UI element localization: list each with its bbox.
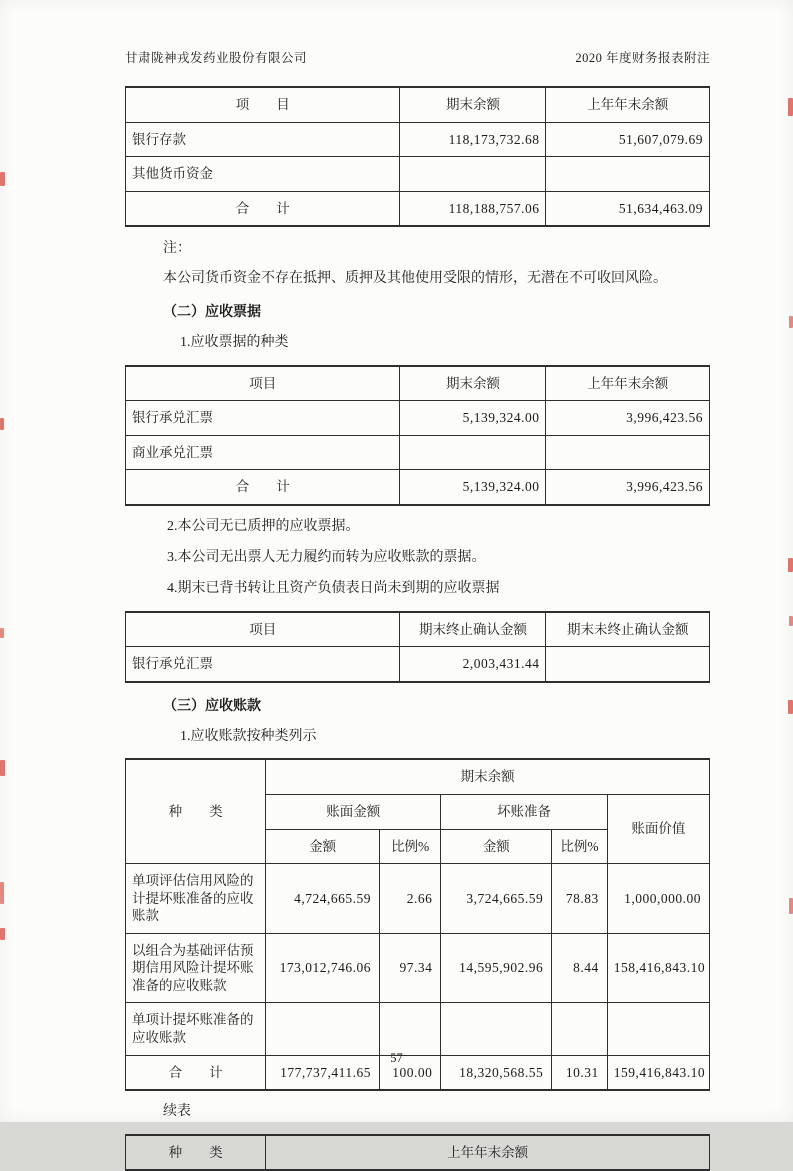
table-header-cell: 期末余额	[400, 87, 546, 122]
table-cell: 8.44	[552, 933, 607, 1003]
table-cell: 银行存款	[126, 122, 400, 157]
table-header-row	[126, 366, 710, 401]
table-cell: 3,996,423.56	[546, 470, 710, 505]
list-item: 1.应收票据的种类	[180, 334, 289, 350]
table-header-cell: 期末未终止确认金额	[546, 612, 710, 647]
table-header-cell: 期末余额	[266, 759, 710, 794]
list-item: 1.应收账款按种类列示	[180, 728, 317, 744]
table-header-row	[126, 87, 710, 122]
section-title-notes-receivable: （二）应收票据	[163, 304, 261, 320]
table-cell: 118,188,757.06	[400, 191, 546, 226]
table-cell: 4,724,665.59	[266, 864, 380, 934]
table-cell: 51,634,463.09	[546, 191, 710, 226]
table-cell	[546, 157, 710, 192]
scan-artifact	[0, 928, 5, 940]
table-cell: 177,737,411.65	[266, 1055, 380, 1090]
table-header-cell: 金额	[266, 829, 380, 864]
table-header-cell: 账面金额	[266, 795, 441, 830]
scan-artifact	[0, 172, 5, 186]
table-cell	[266, 1003, 380, 1055]
table-header-cell: 项目	[126, 612, 400, 647]
scan-artifact	[0, 418, 4, 430]
table-header-cell: 种 类	[126, 759, 266, 863]
table-cell: 单项评估信用风险的计提坏账准备的应收账款	[126, 864, 266, 934]
table-cell: 97.34	[380, 933, 441, 1003]
table-row	[126, 435, 710, 470]
table-cell: 173,012,746.06	[266, 933, 380, 1003]
company-name: 甘肃陇神戎发药业股份有限公司	[125, 51, 308, 65]
scan-artifact	[788, 558, 793, 572]
table-cell: 2.66	[380, 864, 441, 934]
table-cell: 2,003,431.44	[400, 647, 546, 682]
scan-artifact	[789, 616, 793, 626]
table-cell	[546, 435, 710, 470]
scan-artifact	[0, 628, 4, 638]
table-cell: 合 计	[126, 470, 400, 505]
table-header-cell: 比例%	[552, 829, 607, 864]
table-cell: 银行承兑汇票	[126, 401, 400, 436]
table-cell: 5,139,324.00	[400, 470, 546, 505]
table-cell: 银行承兑汇票	[126, 647, 400, 682]
table-cell	[400, 157, 546, 192]
table-header-row	[126, 1135, 710, 1171]
scan-artifact	[788, 98, 793, 116]
table-cell: 1,000,000.00	[607, 864, 709, 934]
table-header-cell: 比例%	[380, 829, 441, 864]
scan-artifact	[788, 700, 793, 714]
document-header	[125, 48, 710, 66]
table-cell: 3,724,665.59	[441, 864, 552, 934]
table-cell: 18,320,568.55	[441, 1055, 552, 1090]
table-cell: 51,607,079.69	[546, 122, 710, 157]
table-row	[126, 647, 710, 682]
table-row	[126, 401, 710, 436]
table-header-cell: 期末终止确认金额	[400, 612, 546, 647]
table-row	[126, 157, 710, 192]
ar-by-category-table	[125, 758, 710, 1091]
table-cell: 14,595,902.96	[441, 933, 552, 1003]
table-cell: 78.83	[552, 864, 607, 934]
table-header-cell: 上年年末余额	[546, 87, 710, 122]
report-title: 2020 年度财务报表附注	[575, 51, 710, 65]
continued-table-label: 续表	[163, 1104, 191, 1120]
table-cell	[400, 435, 546, 470]
scan-artifact	[0, 882, 4, 904]
table-cell: 118,173,732.68	[400, 122, 546, 157]
table-header-cell: 上年年末余额	[546, 366, 710, 401]
table-cell: 158,416,843.10	[607, 933, 709, 1003]
table-cell: 合 计	[126, 1055, 266, 1090]
section-title-accounts-receivable: （三）应收账款	[163, 698, 261, 714]
table-header-cell: 金额	[441, 829, 552, 864]
table-header-row	[126, 759, 710, 794]
table-cell	[546, 647, 710, 682]
table-row	[126, 864, 710, 934]
table-header-cell: 坏账准备	[441, 795, 607, 830]
table-header-cell: 项 目	[126, 87, 400, 122]
table-cell: 单项计提坏账准备的应收账款	[126, 1003, 266, 1055]
table-cell: 以组合为基础评估预期信用风险计提坏账准备的应收账款	[126, 933, 266, 1003]
table-header-cell: 种 类	[126, 1135, 266, 1171]
note-text: 本公司货币资金不存在抵押、质押及其他使用受限的情形，无潜在不可收回风险。	[163, 271, 667, 287]
endorsed-notes-table	[125, 611, 710, 683]
table-cell: 10.31	[552, 1055, 607, 1090]
table-header-row	[126, 612, 710, 647]
table-cell: 商业承兑汇票	[126, 435, 400, 470]
table-cell: 3,996,423.56	[546, 401, 710, 436]
table-header-cell: 期末余额	[400, 366, 546, 401]
table-cell	[441, 1003, 552, 1055]
list-item: 4.期末已背书转让且资产负债表日尚未到期的应收票据	[167, 580, 500, 596]
table-cell: 159,416,843.10	[607, 1055, 709, 1090]
table-header-cell: 账面价值	[607, 795, 709, 864]
table-header-cell: 上年年末余额	[266, 1135, 710, 1171]
scan-artifact	[0, 760, 5, 776]
table-cell	[552, 1003, 607, 1055]
table-cell	[607, 1003, 709, 1055]
table-row	[126, 470, 710, 505]
cash-funds-table	[125, 86, 710, 227]
table-row	[126, 122, 710, 157]
list-item: 3.本公司无出票人无力履约而转为应收账款的票据。	[167, 549, 486, 565]
table-header-cell: 项目	[126, 366, 400, 401]
table-row	[126, 933, 710, 1003]
note-label: 注：	[163, 241, 191, 257]
page-number: 57	[390, 1051, 403, 1065]
table-cell: 100.00	[380, 1055, 441, 1090]
table-row	[126, 191, 710, 226]
table-cell	[380, 1003, 441, 1055]
table-cell: 5,139,324.00	[400, 401, 546, 436]
table-row	[126, 1003, 710, 1055]
scan-artifact	[789, 898, 793, 914]
table-cell: 其他货币资金	[126, 157, 400, 192]
table-cell: 合 计	[126, 191, 400, 226]
ar-continued-table	[125, 1134, 710, 1171]
list-item: 2.本公司无已质押的应收票据。	[167, 518, 360, 534]
scan-artifact	[789, 316, 793, 328]
notes-receivable-table	[125, 365, 710, 506]
